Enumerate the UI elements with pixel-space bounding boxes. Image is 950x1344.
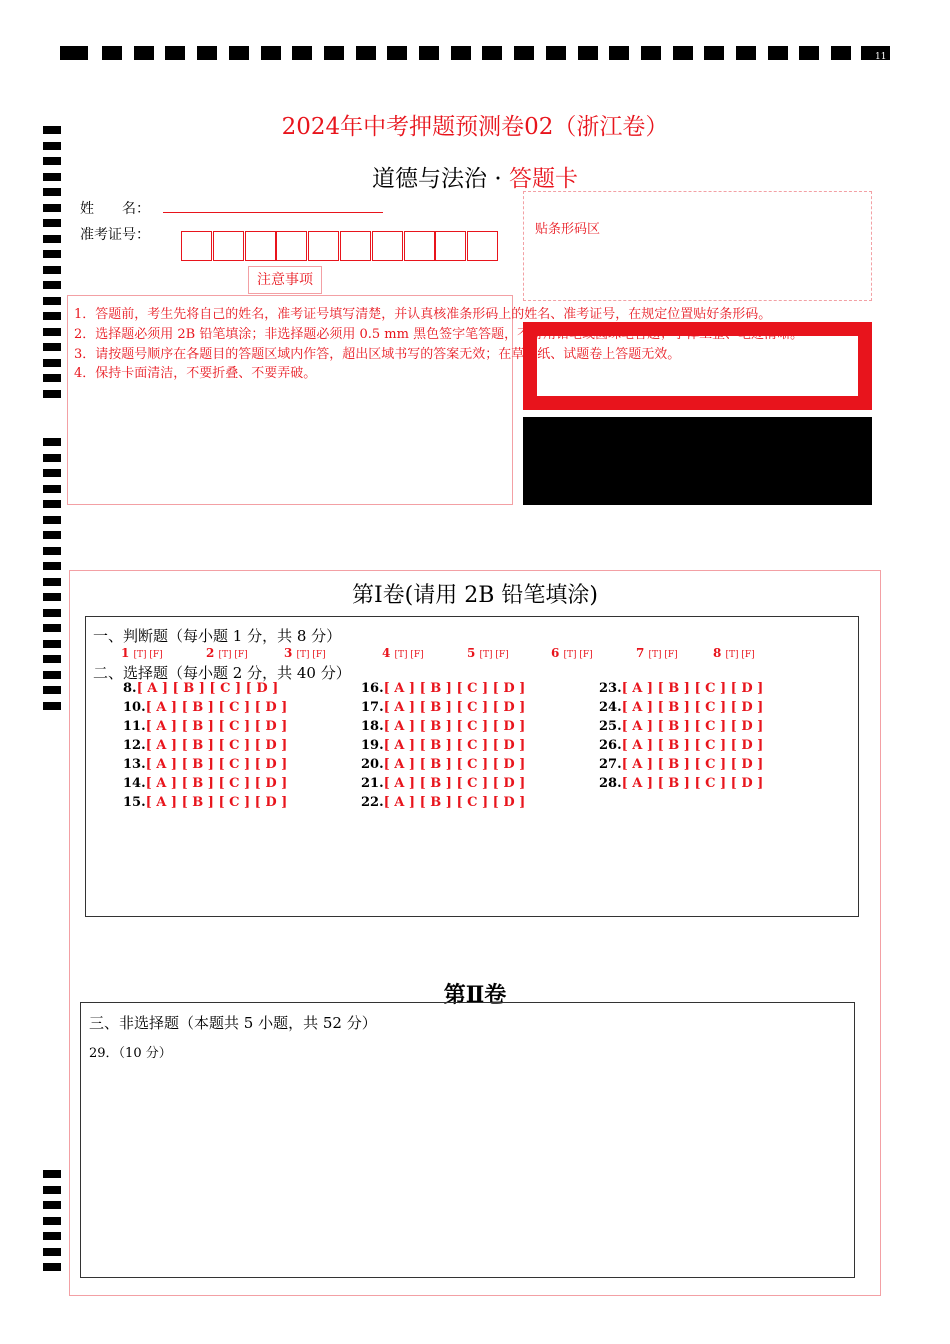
tf-item-number: 3 [284, 646, 297, 660]
notice-line-2: 2．选择题必须用 2B 铅笔填涂；非选择题必须用 0.5 mm 黑色签字笔答题，不得用铅笔或圆珠笔答题；字体工整、笔迹清晰。 [74, 327, 804, 342]
notice-line-1: 1．答题前，考生先将自己的姓名，准考证号填写清楚，并认真核准条形码上的姓名、准考证号，在规定位置贴好条形码。 [74, 307, 772, 322]
timing-mark [229, 46, 249, 60]
exam-id-digit-box[interactable] [245, 231, 276, 261]
timing-mark [387, 46, 407, 60]
timing-mark [292, 46, 312, 60]
mc-question[interactable] [123, 776, 287, 791]
mc-options[interactable]: [ A ] [ B ] [ C ] [ D ] [136, 681, 279, 696]
section2-title: 第Ⅱ卷 [443, 982, 507, 1008]
tf-item[interactable] [382, 646, 424, 660]
timing-mark [134, 46, 154, 60]
timing-mark [43, 1170, 61, 1178]
page-number: 11 [875, 52, 887, 62]
mc-question[interactable] [599, 776, 763, 791]
timing-mark [609, 46, 629, 60]
tf-option-true[interactable]: [T] [394, 650, 411, 660]
notice-line-3: 3．请按题号顺序在各题目的答题区域内作答，超出区域书写的答案无效；在草稿纸、试题卷上答题无效。 [74, 347, 681, 362]
tf-item-number: 7 [636, 646, 649, 660]
timing-mark [43, 1201, 61, 1209]
tf-option-false[interactable]: [F] [149, 650, 163, 660]
question-29-label: 29．（10 分） [89, 1046, 172, 1061]
mc-question-number: 24. [599, 700, 622, 715]
exam-id-digit-box[interactable] [213, 231, 244, 261]
tf-option-false[interactable]: [F] [312, 650, 326, 660]
barcode-label: 贴条形码区 [535, 222, 601, 237]
timing-mark [43, 312, 61, 320]
timing-mark [43, 328, 61, 336]
mc-question-number: 28. [599, 776, 622, 791]
missing-exam-mark-box[interactable] [523, 322, 872, 410]
tf-option-true[interactable]: [T] [218, 650, 235, 660]
timing-mark [43, 531, 61, 539]
tf-option-true[interactable]: [T] [133, 650, 150, 660]
mc-options[interactable]: [ A ] [ B ] [ C ] [ D ] [621, 700, 764, 715]
mc-question[interactable] [599, 757, 763, 772]
exam-id-digit-box[interactable] [308, 231, 339, 261]
mc-question-number: 26. [599, 738, 622, 753]
mc-question-number: 25. [599, 719, 622, 734]
timing-mark [419, 46, 439, 60]
timing-mark [43, 359, 61, 367]
mc-question[interactable] [123, 795, 287, 810]
mc-options[interactable]: [ A ] [ B ] [ C ] [ D ] [145, 757, 288, 772]
mc-options[interactable]: [ A ] [ B ] [ C ] [ D ] [383, 757, 526, 772]
timing-mark [43, 562, 61, 570]
mc-question[interactable] [361, 776, 525, 791]
subjective-answer-box[interactable] [80, 1002, 855, 1278]
mc-options[interactable]: [ A ] [ B ] [ C ] [ D ] [621, 738, 764, 753]
timing-mark [43, 297, 61, 305]
timing-mark [43, 547, 61, 555]
tf-option-true[interactable]: [T] [563, 650, 580, 660]
tf-option-false[interactable]: [F] [495, 650, 509, 660]
timing-mark [165, 46, 185, 60]
timing-mark [43, 454, 61, 462]
timing-mark [641, 46, 661, 60]
timing-mark [324, 46, 344, 60]
mc-question-number: 11. [123, 719, 146, 734]
timing-mark [704, 46, 724, 60]
subtitle-dot: · [494, 166, 502, 192]
exam-id-digit-box[interactable] [340, 231, 371, 261]
mc-options[interactable]: [ A ] [ B ] [ C ] [ D ] [145, 795, 288, 810]
timing-mark [261, 46, 281, 60]
card-subtitle [0, 160, 950, 193]
timing-mark [546, 46, 566, 60]
timing-mark [43, 219, 61, 227]
timing-mark [768, 46, 788, 60]
timing-mark [43, 516, 61, 524]
mc-options[interactable]: [ A ] [ B ] [ C ] [ D ] [621, 719, 764, 734]
timing-mark [43, 702, 61, 710]
timing-mark [673, 46, 693, 60]
mc-options[interactable]: [ A ] [ B ] [ C ] [ D ] [383, 776, 526, 791]
mc-options[interactable]: [ A ] [ B ] [ C ] [ D ] [145, 719, 288, 734]
timing-mark [43, 1217, 61, 1225]
tf-option-false[interactable]: [F] [579, 650, 593, 660]
tf-item[interactable] [206, 646, 248, 660]
mc-question-number: 23. [599, 681, 622, 696]
section1-title: 第Ⅰ卷(请用 2B 铅笔填涂) [351, 583, 598, 608]
mc-question[interactable] [599, 738, 763, 753]
mc-question[interactable] [123, 700, 287, 715]
tf-item-number: 5 [467, 646, 480, 660]
tf-item-number: 1 [121, 646, 134, 660]
tf-option-true[interactable]: [T] [479, 650, 496, 660]
tf-option-true[interactable]: [T] [296, 650, 313, 660]
tf-option-false[interactable]: [F] [664, 650, 678, 660]
timing-mark [43, 671, 61, 679]
exam-id-digit-box[interactable] [435, 231, 466, 261]
mc-options[interactable]: [ A ] [ B ] [ C ] [ D ] [383, 795, 526, 810]
mc-question-number: 22. [361, 795, 384, 810]
exam-id-digit-box[interactable] [467, 231, 498, 261]
mc-question[interactable] [361, 681, 525, 696]
mc-options[interactable]: [ A ] [ B ] [ C ] [ D ] [621, 681, 764, 696]
tf-item[interactable] [636, 646, 678, 660]
exam-id-digit-box[interactable] [372, 231, 403, 261]
mc-options[interactable]: [ A ] [ B ] [ C ] [ D ] [145, 700, 288, 715]
timing-mark [102, 46, 122, 60]
timing-mark [43, 624, 61, 632]
timing-mark [43, 235, 61, 243]
timing-mark [43, 485, 61, 493]
timing-mark [43, 438, 61, 446]
timing-mark [43, 1248, 61, 1256]
mc-options[interactable]: [ A ] [ B ] [ C ] [ D ] [621, 757, 764, 772]
top-timing-marks [60, 46, 890, 60]
mc-question[interactable] [361, 719, 525, 734]
mc-options[interactable]: [ A ] [ B ] [ C ] [ D ] [621, 776, 764, 791]
mc-question-number: 19. [361, 738, 384, 753]
mc-question-number: 15. [123, 795, 146, 810]
timing-mark [43, 609, 61, 617]
mc-question-number: 10. [123, 700, 146, 715]
mc-options[interactable]: [ A ] [ B ] [ C ] [ D ] [383, 738, 526, 753]
redacted-block [523, 417, 872, 505]
tf-option-true[interactable]: [T] [648, 650, 665, 660]
mc-question[interactable] [599, 681, 763, 696]
timing-mark [197, 46, 217, 60]
timing-mark [482, 46, 502, 60]
mc-question[interactable] [599, 700, 763, 715]
mc-question[interactable] [123, 719, 287, 734]
exam-id-digit-box[interactable] [181, 231, 212, 261]
timing-mark [43, 281, 61, 289]
mc-question-number: 16. [361, 681, 384, 696]
timing-mark [43, 266, 61, 274]
timing-mark [43, 374, 61, 382]
timing-mark [43, 500, 61, 508]
timing-mark [43, 1186, 61, 1194]
mc-question-number: 17. [361, 700, 384, 715]
mc-question-number: 14. [123, 776, 146, 791]
timing-mark [43, 142, 61, 150]
tf-item-number: 4 [382, 646, 395, 660]
tf-item[interactable] [467, 646, 509, 660]
mc-question[interactable] [123, 757, 287, 772]
mc-question[interactable] [361, 738, 525, 753]
exam-title: 2024年中考押题预测卷02（浙江卷） [281, 114, 669, 140]
tf-item[interactable] [713, 646, 755, 660]
mc-question-number: 12. [123, 738, 146, 753]
exam-id-digit-box[interactable] [276, 231, 307, 261]
exam-id-digit-box[interactable] [404, 231, 435, 261]
timing-mark [736, 46, 756, 60]
timing-mark [43, 390, 61, 398]
mc-question-number: 27. [599, 757, 622, 772]
tf-item-number: 2 [206, 646, 219, 660]
mc-question[interactable] [361, 757, 525, 772]
mc-question-number: 8. [123, 681, 137, 696]
mc-question[interactable] [361, 700, 525, 715]
timing-mark [451, 46, 471, 60]
mc-question-number: 18. [361, 719, 384, 734]
part1-heading: 一、判断题（每小题 1 分，共 8 分） [93, 627, 342, 645]
name-input-line[interactable] [163, 212, 383, 213]
timing-mark [578, 46, 598, 60]
mc-options[interactable]: [ A ] [ B ] [ C ] [ D ] [383, 681, 526, 696]
mc-options[interactable]: [ A ] [ B ] [ C ] [ D ] [145, 776, 288, 791]
timing-mark [43, 343, 61, 351]
tf-item[interactable] [551, 646, 593, 660]
tf-item-number: 8 [713, 646, 726, 660]
mc-options[interactable]: [ A ] [ B ] [ C ] [ D ] [383, 719, 526, 734]
mc-options[interactable]: [ A ] [ B ] [ C ] [ D ] [383, 700, 526, 715]
timing-mark [356, 46, 376, 60]
mc-question[interactable] [361, 795, 525, 810]
timing-mark [514, 46, 534, 60]
tf-option-false[interactable]: [F] [410, 650, 424, 660]
notice-line-4: 4．保持卡面清洁，不要折叠、不要弄破。 [74, 366, 317, 381]
timing-mark [43, 204, 61, 212]
timing-mark [43, 655, 61, 663]
mc-question-number: 13. [123, 757, 146, 772]
notice-title: 注意事项 [248, 266, 322, 294]
tf-option-true[interactable]: [T] [725, 650, 742, 660]
tf-option-false[interactable]: [F] [741, 650, 755, 660]
timing-mark [43, 250, 61, 258]
mc-question-number: 20. [361, 757, 384, 772]
tf-item[interactable] [121, 646, 163, 660]
timing-mark [43, 686, 61, 694]
timing-mark [43, 1263, 61, 1271]
tf-item[interactable] [284, 646, 326, 660]
part2-heading: 二、选择题（每小题 2 分，共 40 分） [93, 664, 351, 682]
exam-id-label: 准考证号： [80, 227, 150, 243]
mc-options[interactable]: [ A ] [ B ] [ C ] [ D ] [145, 738, 288, 753]
mc-question[interactable] [599, 719, 763, 734]
mc-question[interactable] [123, 738, 287, 753]
subject-name: 道德与法治 [372, 166, 488, 192]
tf-option-false[interactable]: [F] [234, 650, 248, 660]
timing-mark [799, 46, 819, 60]
timing-mark [43, 469, 61, 477]
timing-mark [43, 1232, 61, 1240]
barcode-zone [523, 191, 872, 301]
name-label: 姓 名： [80, 201, 150, 217]
timing-mark [60, 46, 88, 60]
tf-item-number: 6 [551, 646, 564, 660]
timing-mark [43, 640, 61, 648]
part3-heading: 三、非选择题（本题共 5 小题，共 52 分） [89, 1014, 377, 1032]
mc-question-number: 21. [361, 776, 384, 791]
mc-question[interactable] [123, 681, 278, 696]
answer-card-label: 答题卡 [508, 166, 578, 192]
timing-mark [831, 46, 851, 60]
